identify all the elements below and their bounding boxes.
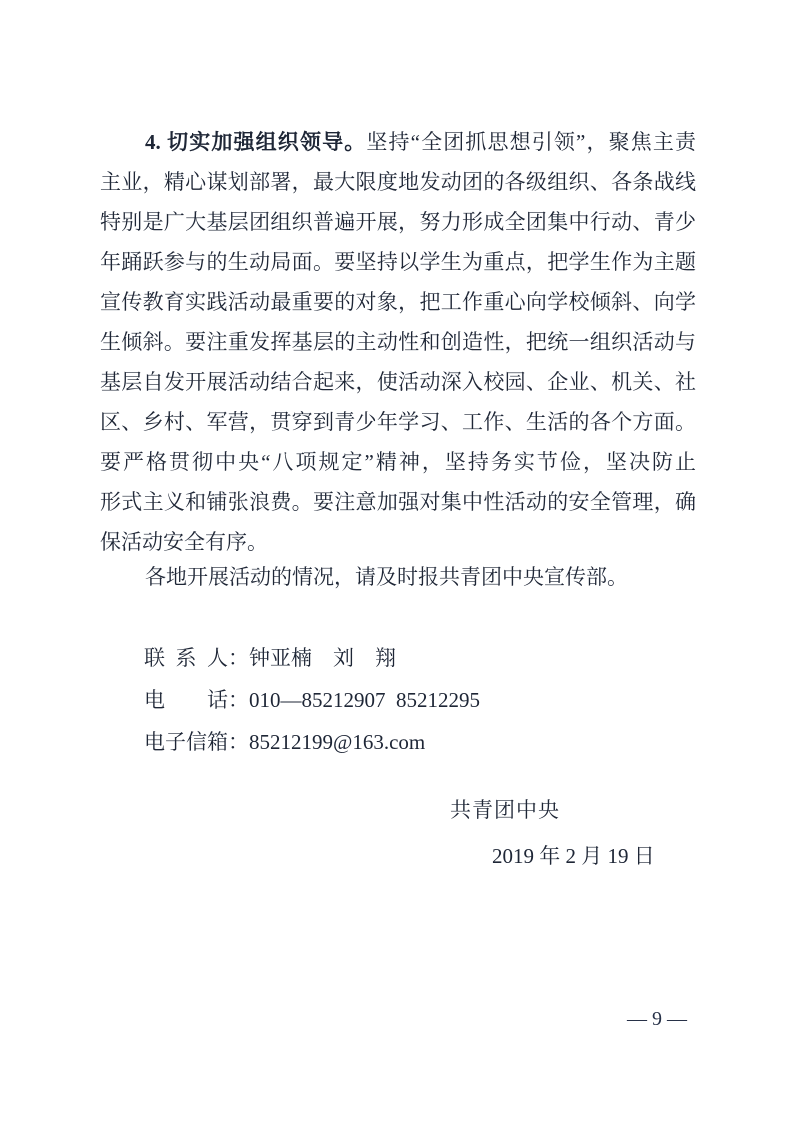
contact-phone-colon: ： (228, 688, 249, 712)
paragraph-1-line-4: 年踊跃参与的生动局面。要坚持以学生为重点，把学生作为主题 (100, 250, 696, 274)
signature-organization: 共青团中央 (450, 798, 560, 822)
contact-email-row (144, 721, 480, 763)
paragraph-1-line-6: 生倾斜。要注重发挥基层的主动性和创造性，把统一组织活动与 (100, 330, 696, 354)
paragraph-1-line-11: 保活动安全有序。 (100, 530, 268, 554)
paragraph-1-line-1-rest: 坚持“全团抓思想引领”，聚焦主责 (366, 130, 696, 154)
contact-person-label: 联系人 (144, 646, 228, 670)
contact-phone-row (144, 679, 480, 721)
contact-email-label: 电子信箱 (144, 730, 228, 754)
paragraph-1-line-8: 区、乡村、军营，贯穿到青少年学习、工作、生活的各个方面。 (100, 410, 696, 434)
paragraph-1-line-10: 形式主义和铺张浪费。要注意加强对集中性活动的安全管理，确 (100, 490, 696, 514)
paragraph-1-line-5: 宣传教育实践活动最重要的对象，把工作重心向学校倾斜、向学 (100, 290, 696, 314)
contact-email-value: 85212199@163.com (249, 730, 426, 754)
paragraph-1-line-9: 要严格贯彻中央“八项规定”精神，坚持务实节俭，坚决防止 (100, 450, 696, 474)
contact-person-colon: ： (228, 646, 249, 670)
contact-person-row (144, 637, 480, 679)
paragraph-1-line-2: 主业，精心谋划部署，最大限度地发动团的各级组织、各条战线 (100, 170, 696, 194)
contact-phone-value: 010—85212907 85212295 (249, 688, 480, 712)
signature-date: 2019 年 2 月 19 日 (492, 844, 655, 868)
paragraph-1 (100, 122, 696, 562)
contact-block (144, 637, 480, 763)
paragraph-1-lead-bold: 4. 切实加强组织领导。 (145, 130, 367, 154)
paragraph-1-line-1 (100, 122, 696, 162)
contact-person-value: 钟亚楠 刘 翔 (249, 646, 396, 670)
paragraph-1-line-7: 基层自发开展活动结合起来，使活动深入校园、企业、机关、社 (100, 370, 696, 394)
page-number: — 9 — (627, 1008, 687, 1030)
paragraph-1-line-3: 特别是广大基层团组织普遍开展，努力形成全团集中行动、青少 (100, 210, 696, 234)
contact-phone-label: 电话 (144, 688, 228, 712)
paragraph-2: 各地开展活动的情况，请及时报共青团中央宣传部。 (145, 565, 628, 589)
contact-email-colon: ： (228, 730, 249, 754)
